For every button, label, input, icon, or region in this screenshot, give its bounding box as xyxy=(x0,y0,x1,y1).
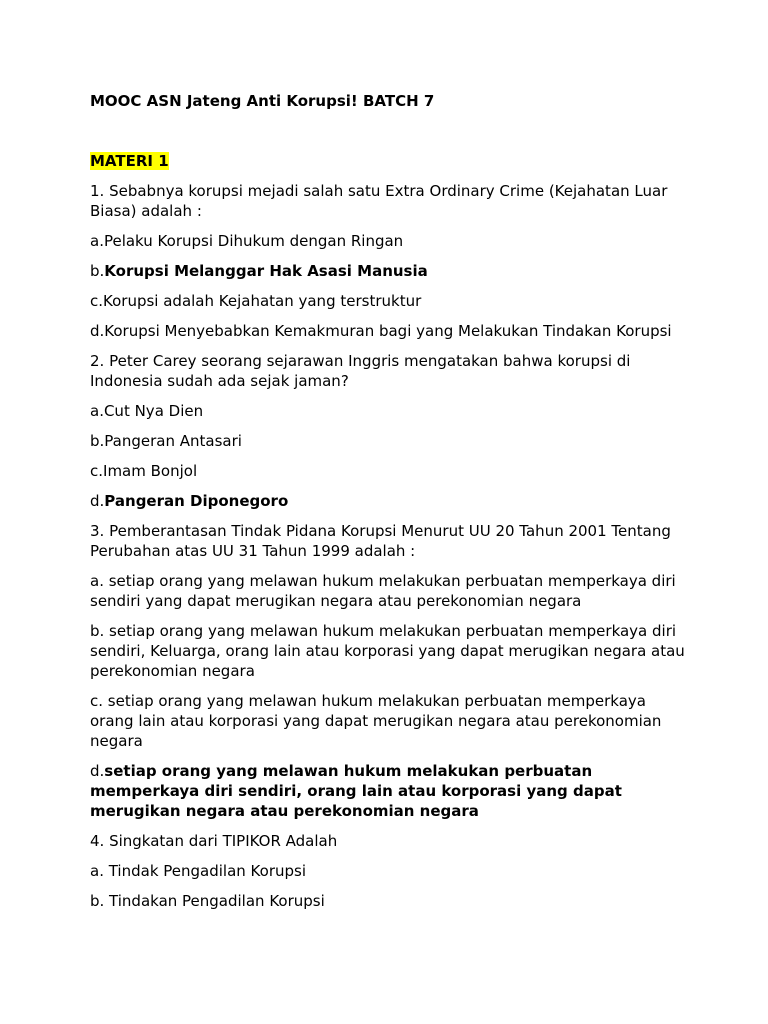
q2-option-b: b.Pangeran Antasari xyxy=(90,432,242,450)
q3-question: 3. Pemberantasan Tindak Pidana Korupsi Menurut UU 20 Tahun 2001 Tentang Perubahan atas UU 31 Tahun 1999 adalah : xyxy=(90,522,671,560)
q3-option-d-prefix: d. xyxy=(90,762,105,780)
q3-option-c: c. setiap orang yang melawan hukum melakukan perbuatan memperkaya orang lain atau korporasi yang dapat merugikan negara atau perekonomian negara xyxy=(90,692,662,750)
document-page xyxy=(90,91,690,911)
q2-question: 2. Peter Carey seorang sejarawan Inggris mengatakan bahwa korupsi di Indonesia sudah ada sejak jaman? xyxy=(90,352,631,390)
q3-option-d xyxy=(90,761,690,821)
q2-option-d-answer: Pangeran Diponegoro xyxy=(104,492,289,510)
q1-option-b xyxy=(90,261,690,281)
q2-option-c: c.Imam Bonjol xyxy=(90,462,198,480)
q1-option-a: a.Pelaku Korupsi Dihukum dengan Ringan xyxy=(90,232,404,250)
q1-option-b-answer: Korupsi Melanggar Hak Asasi Manusia xyxy=(104,262,428,280)
q1-option-b-prefix: b. xyxy=(90,262,105,280)
q3-option-d-answer: setiap orang yang melawan hukum melakukan perbuatan memperkaya diri sendiri, orang lain atau korporasi yang dapat merugikan negara atau perekonomian negara xyxy=(90,762,622,820)
q1-option-c: c.Korupsi adalah Kejahatan yang terstruktur xyxy=(90,292,422,310)
q2-option-d-prefix: d. xyxy=(90,492,105,510)
q3-option-a: a. setiap orang yang melawan hukum melakukan perbuatan memperkaya diri sendiri yang dapat merugikan negara atau perekonomian negara xyxy=(90,572,676,610)
q1-question: 1. Sebabnya korupsi mejadi salah satu Extra Ordinary Crime (Kejahatan Luar Biasa) adalah : xyxy=(90,182,668,220)
q2-option-a: a.Cut Nya Dien xyxy=(90,402,204,420)
section-heading xyxy=(90,151,690,171)
document-title: MOOC ASN Jateng Anti Korupsi! BATCH 7 xyxy=(90,92,435,110)
section-heading-highlight: MATERI 1 xyxy=(90,152,169,170)
q1-option-d: d.Korupsi Menyebabkan Kemakmuran bagi yang Melakukan Tindakan Korupsi xyxy=(90,322,672,340)
q3-option-b: b. setiap orang yang melawan hukum melakukan perbuatan memperkaya diri sendiri, Keluarga, orang lain atau korporasi yang dapat merugikan negara atau perekonomian negara xyxy=(90,622,685,680)
q4-option-a: a. Tindak Pengadilan Korupsi xyxy=(90,862,306,880)
q2-option-d xyxy=(90,491,690,511)
q4-option-b: b. Tindakan Pengadilan Korupsi xyxy=(90,892,325,910)
q4-question: 4. Singkatan dari TIPIKOR Adalah xyxy=(90,832,338,850)
